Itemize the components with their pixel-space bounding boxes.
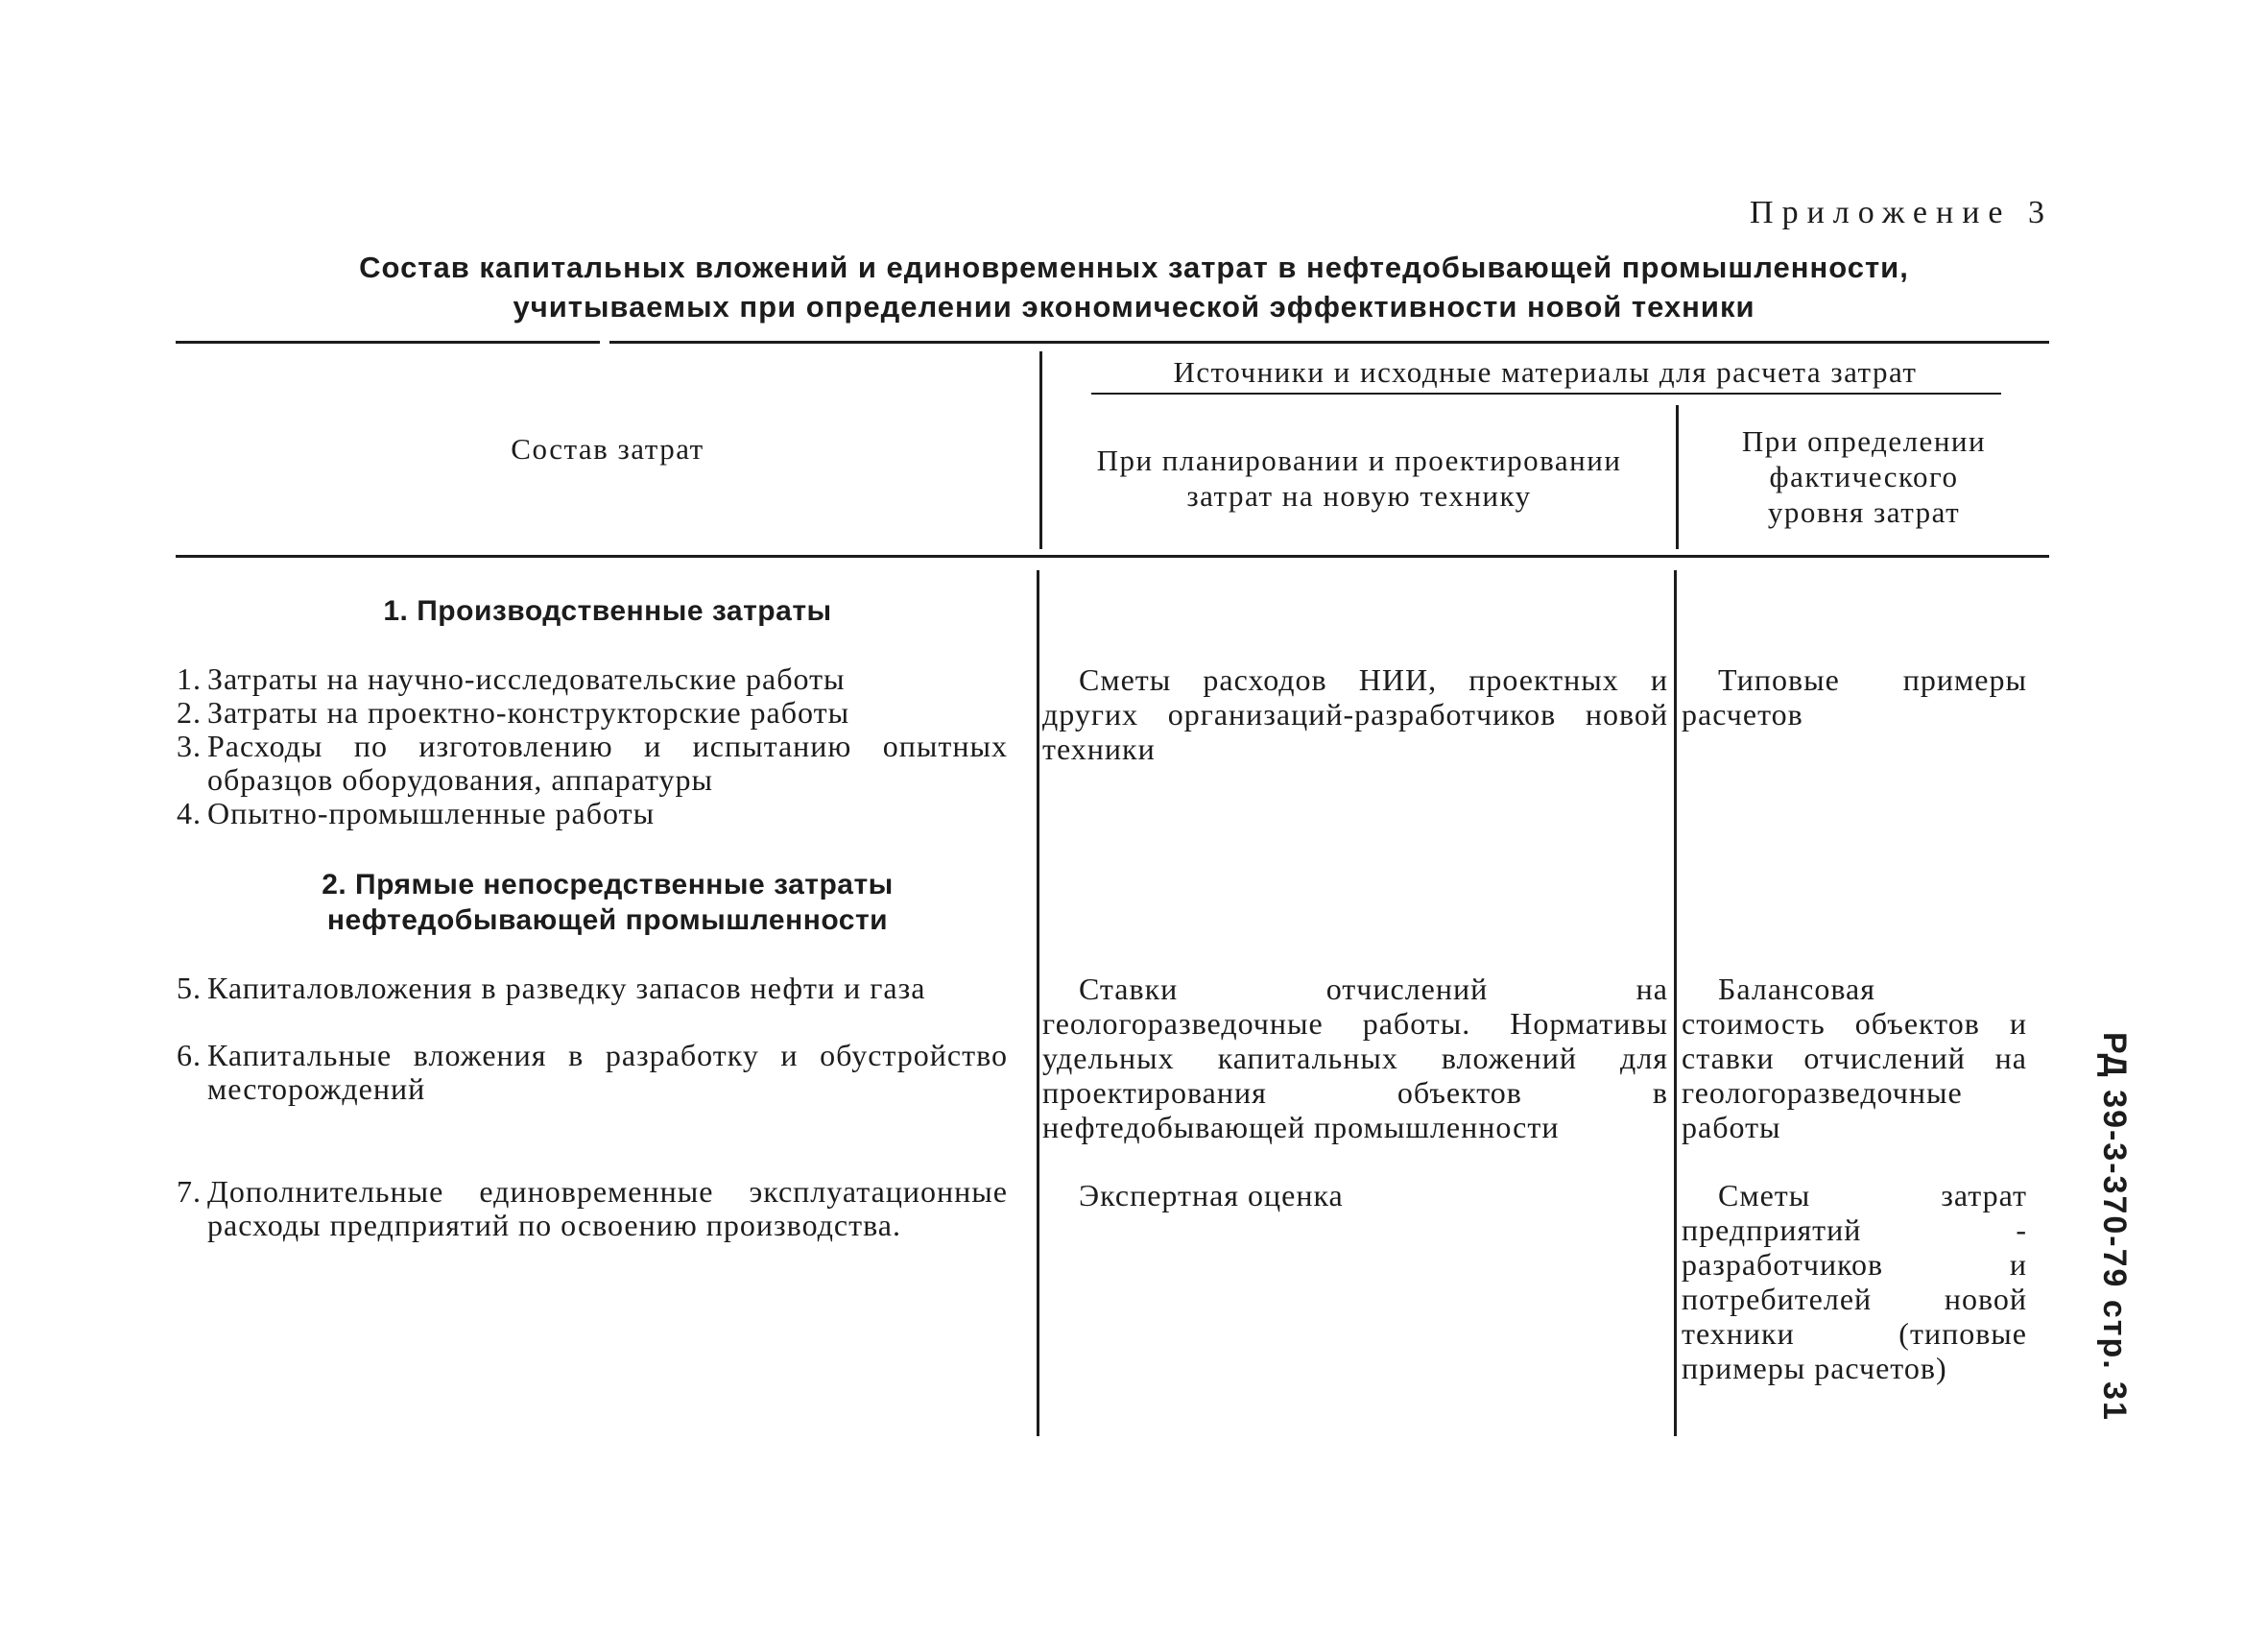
list-item	[163, 1175, 1008, 1279]
list-item	[163, 797, 1008, 831]
item-7-actual-source: Сметы затрат предприятий - разработчиков и потребителей новой техники (типовые примеры расчетов)	[1682, 1178, 2027, 1385]
column-group-header-sources: Источники и исходные материалы для расчета затрат	[1173, 355, 1918, 389]
title-line-1: Состав капитальных вложений и единовременных затрат в нефтедобывающей промышленности,	[359, 251, 1909, 284]
table-top-rule-right	[609, 341, 2049, 344]
item-number: 7.	[177, 1174, 202, 1209]
list-item	[163, 1039, 1008, 1108]
table-top-rule-left	[176, 341, 600, 344]
section-2-heading	[176, 867, 1039, 938]
column-header-composition: Состав затрат	[511, 432, 704, 466]
header-bottom-rule	[176, 555, 2049, 558]
body-vertical-rule-1	[1037, 570, 1039, 1436]
item-text: Дополнительные единовременные эксплуатационные расходы предприятий по освоению производства.	[207, 1174, 1008, 1242]
appendix-label: Приложение 3	[1750, 195, 2053, 230]
document-title	[0, 248, 2268, 326]
item-number: 3.	[177, 729, 202, 763]
item-text: Затраты на научно-исследовательские работы	[207, 661, 846, 696]
item-text: Капитальные вложения в разработку и обустройство месторождений	[207, 1038, 1008, 1106]
actual-header-line-3: уровня затрат	[1767, 495, 1961, 529]
item-text: Опытно-промышленные работы	[207, 796, 656, 830]
item-number: 1.	[177, 661, 202, 696]
section-2-actual-source: Балансовая стоимость объектов и ставки отчислений на геологоразведочные работы	[1682, 972, 2027, 1144]
item-number: 6.	[177, 1038, 202, 1072]
sources-group-underline	[1091, 393, 2001, 395]
section-2-heading-line-2: нефтедобывающей промышленности	[326, 904, 889, 936]
column-header-planning	[1042, 443, 1676, 514]
section-1-heading: 1. Производственные затраты	[383, 595, 832, 627]
item-number: 2.	[177, 695, 202, 730]
section-1-planning-source: Сметы расходов НИИ, проектных и других организаций-разработчиков новой техники	[1042, 662, 1668, 766]
actual-header-line-1: При определении	[1741, 424, 1987, 458]
planning-header-line-2: затрат на новую технику	[1186, 479, 1532, 513]
actual-header-line-2: фактического	[1769, 460, 1959, 493]
section-2-planning-source: Ставки отчислений на геологоразведочные работы. Нормативы удельных капитальных вложений для проектирования объектов в нефтедобывающей промышленности	[1042, 972, 1668, 1144]
column-header-actual	[1679, 423, 2049, 530]
item-number: 4.	[177, 796, 202, 830]
planning-header-line-1: При планировании и проектировании	[1096, 444, 1622, 477]
body-vertical-rule-2	[1674, 570, 1677, 1436]
list-item	[163, 662, 1008, 697]
list-item	[163, 730, 1008, 799]
title-line-2: учитываемых при определении экономической эффективности новой техники	[513, 290, 1755, 324]
item-7-planning-source: Экспертная оценка	[1079, 1178, 1344, 1212]
item-number: 5.	[177, 971, 202, 1005]
item-text: Расходы по изготовлению и испытанию опытных образцов оборудования, аппаратуры	[207, 729, 1008, 797]
list-item	[163, 696, 1008, 731]
item-text: Капиталовложения в разведку запасов нефти и газа	[207, 971, 926, 1005]
document-code-side-label: РД 39-3-370-79 стр. 31	[2096, 1032, 2133, 1422]
list-item	[163, 972, 1008, 1041]
item-text: Затраты на проектно-конструкторские работы	[207, 695, 850, 730]
section-1-actual-source: Типовые примеры расчетов	[1682, 662, 2027, 732]
section-2-heading-line-1: 2. Прямые непосредственные затраты	[322, 869, 894, 900]
